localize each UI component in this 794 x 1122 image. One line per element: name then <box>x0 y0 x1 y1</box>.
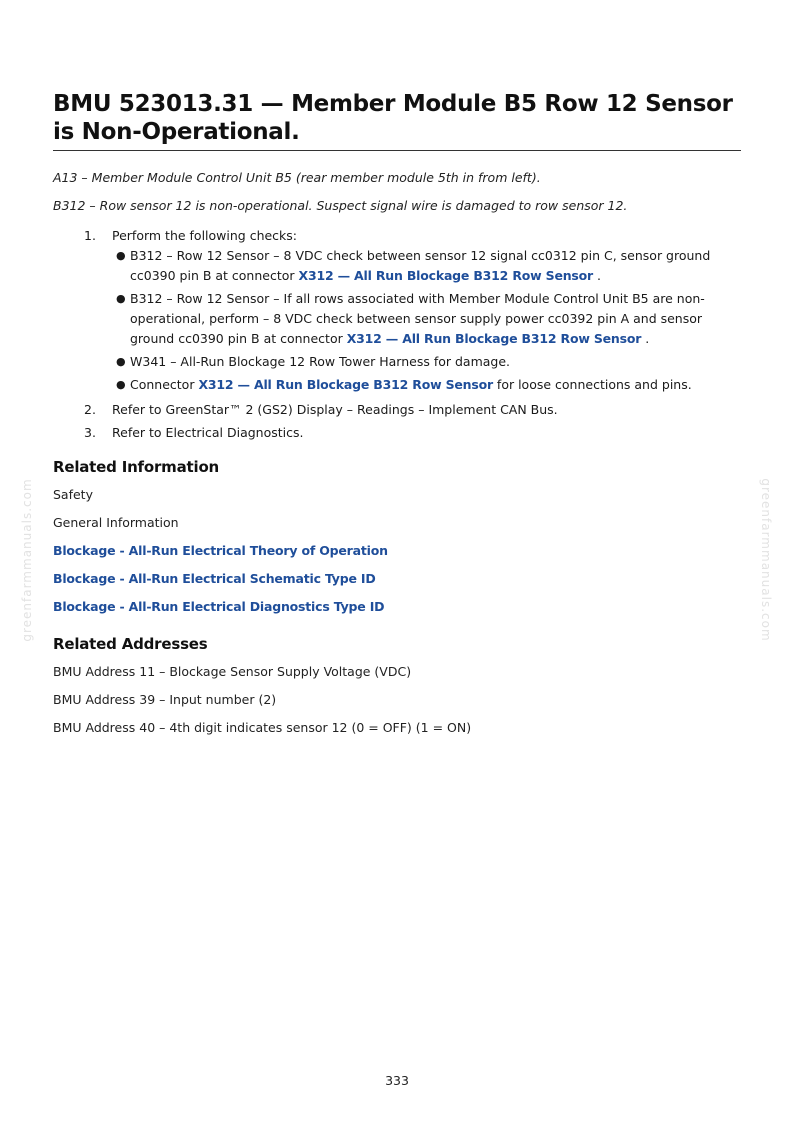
theory-of-operation-link[interactable]: Blockage - All-Run Electrical Theory of Operation <box>53 543 388 558</box>
address-item: BMU Address 40 – 4th digit indicates sensor 12 (0 = OFF) (1 = ON) <box>53 720 472 735</box>
page-number: 333 <box>385 1073 409 1088</box>
connector-x312-link[interactable]: X312 — All Run Blockage B312 Row Sensor <box>346 331 642 346</box>
check-item: ● W341 – All-Run Blockage 12 Row Tower Harness for damage. <box>112 352 734 372</box>
check-item: ● B312 – Row 12 Sensor – If all rows associated with Member Module Control Unit B5 are non-operational, perform – 8 VDC check between sensor supply power cc0392 pin A and sensor ground cc0390 pin B at connector X312 — All Run Blockage B312 Row Sensor . <box>116 291 705 346</box>
connector-x312-link[interactable]: X312 — All Run Blockage B312 Row Sensor <box>198 377 493 392</box>
bullet-icon: ● <box>116 378 126 391</box>
step-text: Refer to Electrical Diagnostics. <box>112 425 304 440</box>
step-number: 1. <box>84 228 96 243</box>
watermark-left: greenfarmmanuals.com <box>20 478 34 642</box>
title-divider <box>53 150 741 151</box>
step-text: Perform the following checks: <box>112 228 298 243</box>
step-number: 3. <box>84 425 96 440</box>
step-number: 2. <box>84 402 96 417</box>
step-2 <box>84 400 734 420</box>
watermark-right: greenfarmmanuals.com <box>759 478 773 642</box>
step-3 <box>84 423 734 443</box>
page-title: BMU 523013.31 — Member Module B5 Row 12 Sensor is Non-Operational. <box>53 91 733 145</box>
check-item: ● B312 – Row 12 Sensor – 8 VDC check between sensor 12 signal cc0312 pin C, sensor ground cc0390 pin B at connector X312 — All Run Blockage B312 Row Sensor . <box>116 248 711 283</box>
intro-line-b312: B312 – Row sensor 12 is non-operational. Suspect signal wire is damaged to row sensor 12. <box>53 198 628 213</box>
bullet-icon: ● <box>116 355 126 368</box>
related-addresses-heading: Related Addresses <box>53 635 208 653</box>
address-item: BMU Address 11 – Blockage Sensor Supply Voltage (VDC) <box>53 664 412 679</box>
related-info-item: Safety <box>53 487 93 502</box>
step-text: Refer to GreenStar™ 2 (GS2) Display – Readings – Implement CAN Bus. <box>112 402 558 417</box>
intro-line-a13: A13 – Member Module Control Unit B5 (rear member module 5th in from left). <box>53 170 541 185</box>
check-list <box>112 246 734 395</box>
step-1 <box>84 226 734 395</box>
address-item: BMU Address 39 – Input number (2) <box>53 692 277 707</box>
procedure-steps <box>84 226 734 443</box>
check-item: ● Connector X312 — All Run Blockage B312 Row Sensor for loose connections and pins. <box>112 375 734 395</box>
related-info-item: General Information <box>53 515 179 530</box>
schematic-type-id-link[interactable]: Blockage - All-Run Electrical Schematic Type ID <box>53 571 376 586</box>
bullet-icon: ● <box>116 249 126 262</box>
related-information-heading: Related Information <box>53 458 220 476</box>
connector-x312-link[interactable]: X312 — All Run Blockage B312 Row Sensor <box>298 268 594 283</box>
diagnostics-type-id-link[interactable]: Blockage - All-Run Electrical Diagnostics Type ID <box>53 599 385 614</box>
bullet-icon: ● <box>116 292 126 305</box>
